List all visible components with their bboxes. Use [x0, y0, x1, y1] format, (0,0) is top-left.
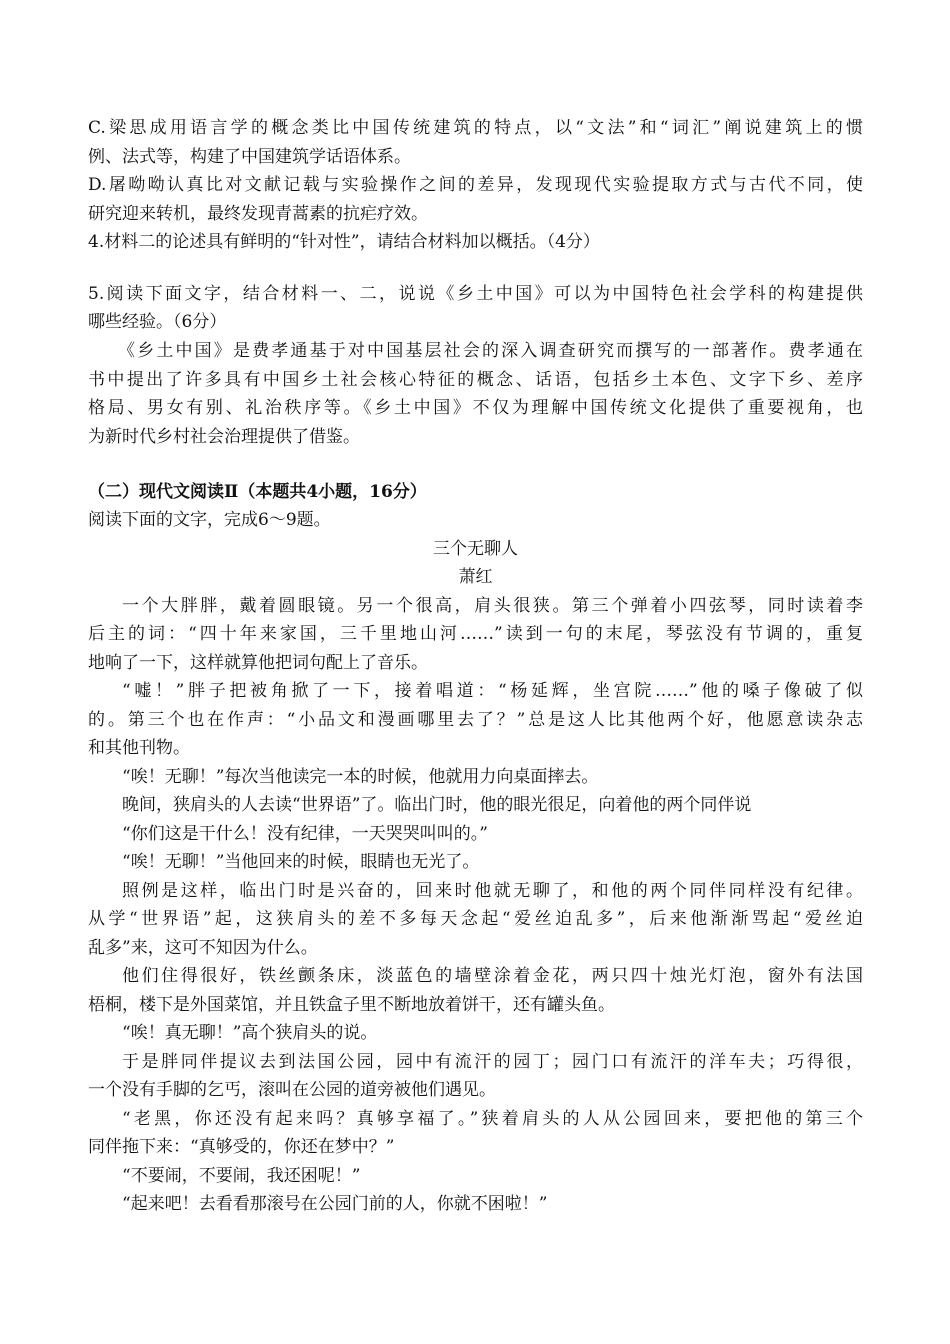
story-line: 的。第三个也在作声：“小品文和漫画哪里去了？”总是这人比其他两个好，他愿意读杂志 — [88, 710, 863, 730]
story-line: “唉！无聊！”每次当他读完一本的时候，他就用力向桌面摔去。 — [122, 767, 599, 787]
story-line: “老黑，你还没有起来吗？真够享福了。”狭着肩头的人从公园回来，要把他的第三个 — [122, 1109, 863, 1129]
story-line: 和其他刊物。 — [88, 738, 190, 758]
story-line: 一个大胖胖，戴着圆眼镜。另一个很高，肩头很狭。第三个弹着小四弦琴，同时读着李 — [122, 596, 863, 616]
q5-passage-line-4: 为新时代乡村社会治理提供了借鉴。 — [88, 427, 360, 447]
story-line: 地响了一下，这样就算他把词句配上了音乐。 — [88, 653, 428, 673]
question-4: 4.材料二的论述具有鲜明的“针对性”，请结合材料加以概括。（4分） — [88, 232, 600, 252]
option-c-line-1: C.梁思成用语言学的概念类比中国传统建筑的特点，以“文法”和“词汇”阐说建筑上的惯 — [88, 118, 863, 138]
story-line: 照例是这样，临出门时是兴奋的，回来时他就无聊了，和他的两个同伴同样没有纪律。 — [122, 881, 863, 901]
story-line: 从学“世界语”起，这狭肩头的差不多每天念起“爱丝迫乱多”，后来他渐渐骂起“爱丝迫 — [88, 909, 863, 929]
q5-passage-line-2: 书中提出了许多具有中国乡土社会核心特征的概念、话语，包括乡土本色、文字下乡、差序 — [88, 370, 863, 390]
story-line: “不要闹，不要闹，我还困呢！” — [122, 1166, 361, 1186]
question-5-line-2: 哪些经验。（6分） — [88, 312, 227, 332]
story-line: “起来吧！去看看那滚号在公园门前的人，你就不困啦！” — [122, 1194, 548, 1214]
story-line: “唉！无聊！”当他回来的时候，眼睛也无光了。 — [122, 852, 480, 872]
option-d-line-2: 研究迎来转机，最终发现青蒿素的抗疟疗效。 — [88, 204, 428, 224]
story-line: “嘘！”胖子把被角掀了一下，接着唱道：“杨延辉，坐宫院……”他的嗓子像破了似 — [122, 681, 863, 701]
story-line: “你们这是干什么！没有纪律，一天哭哭叫叫的。” — [122, 824, 488, 844]
q5-passage-line-3: 格局、男女有别、礼治秩序等。《乡土中国》不仅为理解中国传统文化提供了重要视角，也 — [88, 398, 863, 418]
option-c-line-2: 例、法式等，构建了中国建筑学话语体系。 — [88, 147, 411, 167]
q5-passage-line-1: 《乡土中国》是费孝通基于对中国基层社会的深入调查研究而撰写的一部著作。费孝通在 — [118, 341, 863, 361]
section-2-heading: （二）现代文阅读Ⅱ（本题共4小题，16分） — [88, 482, 427, 502]
story-author: 萧红 — [458, 567, 493, 587]
story-line: 后主的词：“四十年来家国，三千里地山河……”读到一句的末尾，琴弦没有节调的，重复 — [88, 624, 863, 644]
story-line: 梧桐，楼下是外国菜馆，并且铁盒子里不断地放着饼干，还有罐头鱼。 — [88, 995, 615, 1015]
question-5-line-1: 5.阅读下面文字，结合材料一、二，说说《乡土中国》可以为中国特色社会学科的构建提供 — [88, 284, 863, 304]
option-d-line-1: D.屠呦呦认真比对文献记载与实验操作之间的差异，发现现代实验提取方式与古代不同，使 — [88, 175, 863, 195]
section-2-instruction: 阅读下面的文字，完成6～9题。 — [88, 510, 331, 530]
story-line: 于是胖同伴提议去到法国公园，园中有流汗的园丁；园门口有流汗的洋车夫；巧得很， — [122, 1052, 863, 1072]
story-line: “唉！真无聊！”高个狭肩头的说。 — [122, 1023, 378, 1043]
story-line: 晚间，狭肩头的人去读“世界语”了。临出门时，他的眼光很足，向着他的两个同伴说 — [122, 795, 752, 815]
story-title: 三个无聊人 — [433, 539, 518, 559]
story-line: 一个没有手脚的乞丐，滚叫在公园的道旁被他们遇见。 — [88, 1080, 496, 1100]
story-line: 乱多”来，这可不知因为什么。 — [88, 938, 318, 958]
story-line: 他们住得很好，铁丝颤条床，淡蓝色的墙壁涂着金花，两只四十烛光灯泡，窗外有法国 — [122, 966, 863, 986]
story-line: 同伴拖下来：“真够受的，你还在梦中？” — [88, 1137, 395, 1157]
